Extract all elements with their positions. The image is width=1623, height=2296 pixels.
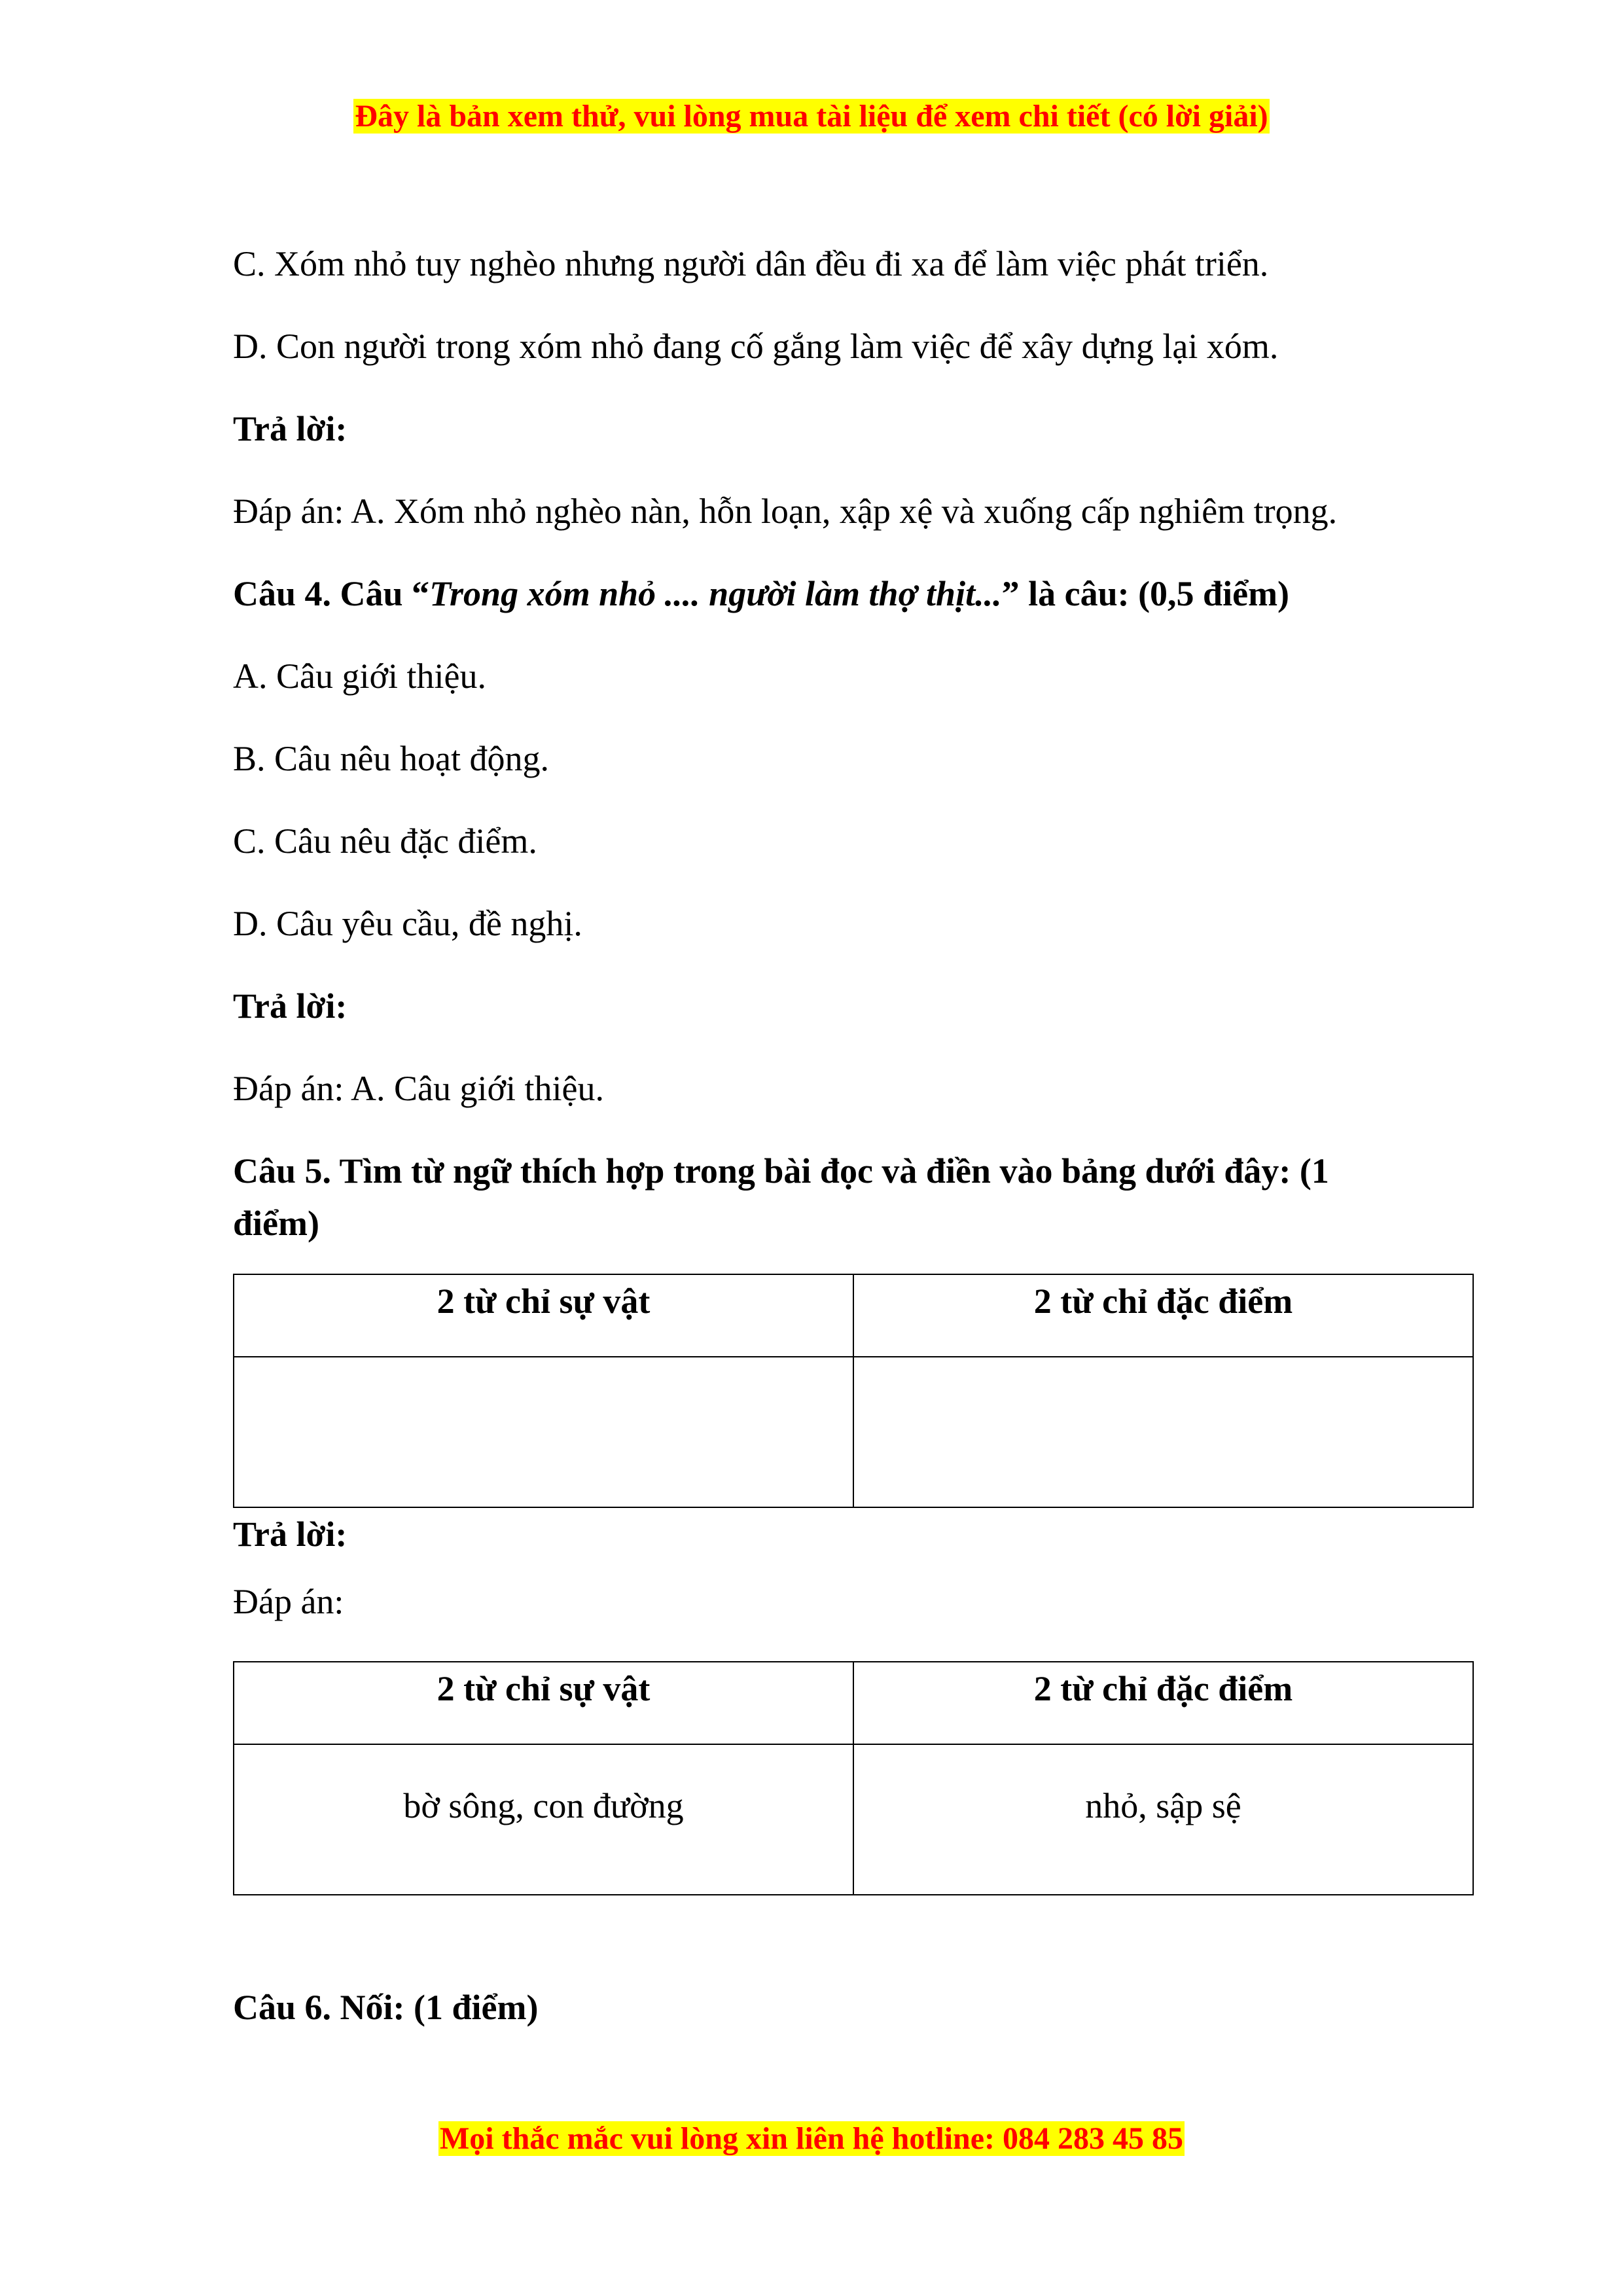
- blank-cell-things: [234, 1357, 853, 1507]
- answer-cell-things: bờ sông, con đường: [234, 1744, 853, 1895]
- q4-answer: Đáp án: A. Câu giới thiệu.: [233, 1069, 604, 1108]
- q6-title: Câu 6. Nối: (1 điểm): [233, 1988, 539, 2027]
- q4-option-c: C. Câu nêu đặc điểm.: [233, 821, 537, 861]
- header-features: 2 từ chỉ đặc điểm: [853, 1662, 1473, 1744]
- q5-answer-label: Trả lời:: [233, 1515, 348, 1554]
- q4-option-a: A. Câu giới thiệu.: [233, 656, 487, 696]
- q4-option-b: B. Câu nêu hoạt động.: [233, 739, 549, 778]
- hotline-banner: [0, 2119, 1623, 2159]
- q3-answer-label: Trả lời:: [233, 409, 348, 448]
- table-header-row: [234, 1274, 1473, 1357]
- q3-answer: Đáp án: A. Xóm nhỏ nghèo nàn, hỗn loạn, xập xệ và xuống cấp nghiêm trọng.: [233, 492, 1338, 531]
- q5-answer-table-wrapper: [233, 1661, 1476, 1895]
- hotline-text: Mọi thắc mắc vui lòng xin liên hệ hotline: 084 283 45 85: [439, 2121, 1183, 2156]
- q5-blank-table-wrapper: [233, 1274, 1476, 1508]
- q5-title-line2: điểm): [233, 1204, 319, 1243]
- q5-title-line1: Câu 5. Tìm từ ngữ thích hợp trong bài đọc và điền vào bảng dưới đây: (1: [233, 1151, 1329, 1191]
- header-things: 2 từ chỉ sự vật: [234, 1662, 853, 1744]
- answer-cell-features: nhỏ, sập sệ: [853, 1744, 1473, 1895]
- q4-title-quote: Trong xóm nhỏ .... người làm thợ thịt...: [429, 574, 1002, 613]
- q4-option-d: D. Câu yêu cầu, đề nghị.: [233, 904, 582, 943]
- table-header-row: [234, 1662, 1473, 1744]
- q3-option-c: C. Xóm nhỏ tuy nghèo nhưng người dân đều đi xa để làm việc phát triển.: [233, 244, 1269, 283]
- q4-title-prefix: Câu 4. Câu “: [233, 574, 430, 613]
- q4-answer-label: Trả lời:: [233, 986, 348, 1026]
- header-things: 2 từ chỉ sự vật: [234, 1274, 853, 1357]
- q5-blank-table: [233, 1274, 1474, 1508]
- q5-answer-intro: Đáp án:: [233, 1582, 344, 1621]
- q3-option-d: D. Con người trong xóm nhỏ đang cố gắng làm việc để xây dựng lại xóm.: [233, 327, 1279, 366]
- table-row: [234, 1744, 1473, 1895]
- table-row: [234, 1357, 1473, 1507]
- q4-title: [233, 552, 1476, 635]
- blank-cell-features: [853, 1357, 1473, 1507]
- preview-notice-banner: [0, 97, 1623, 136]
- q5-answer-table: [233, 1661, 1474, 1895]
- document-body: [233, 223, 1476, 2049]
- header-features: 2 từ chỉ đặc điểm: [853, 1274, 1473, 1357]
- preview-notice-text: Đây là bản xem thử, vui lòng mua tài liệu để xem chi tiết (có lời giải): [355, 99, 1268, 134]
- q4-title-suffix: ” là câu: (0,5 điểm): [1001, 574, 1290, 613]
